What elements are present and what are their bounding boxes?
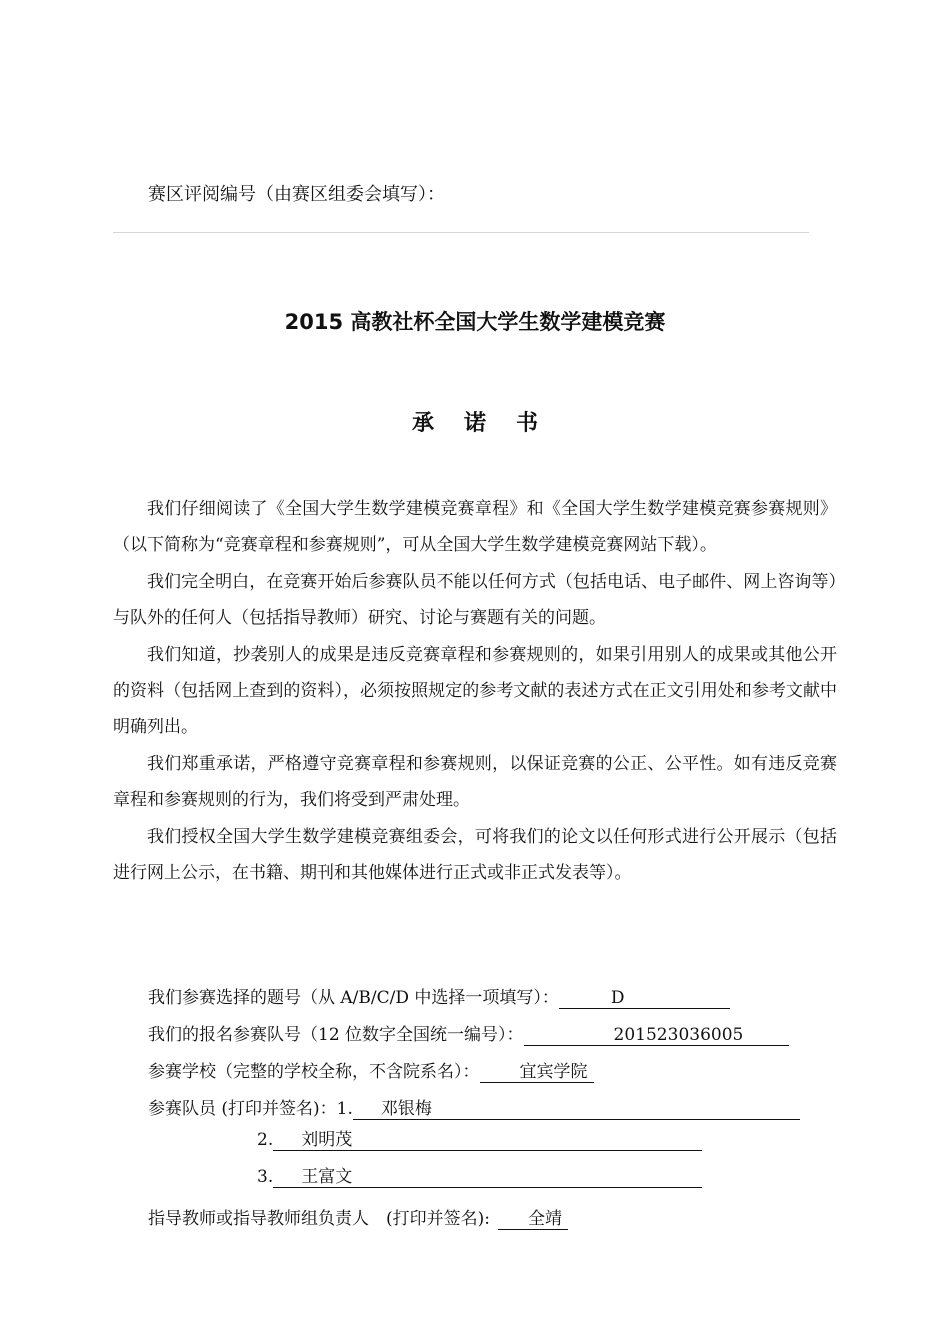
team-number-row — [148, 1020, 789, 1046]
member-number: 3. — [257, 1167, 274, 1187]
school-field[interactable]: 宜宾学院 — [480, 1062, 594, 1083]
review-number-divider — [113, 232, 809, 233]
members-label: 参赛队员 (打印并签名)： — [148, 1099, 337, 1119]
member-number: 2. — [257, 1130, 274, 1150]
pledge-paragraph-2: 我们完全明白，在竞赛开始后参赛队员不能以任何方式（包括电话、电子邮件、网上咨询等）与队外的任何人（包括指导教师）研究、讨论与赛题有关的问题。 — [113, 571, 837, 629]
member-row-1 — [148, 1094, 800, 1120]
member-name-field[interactable]: 王富文 — [273, 1167, 702, 1188]
competition-title: 2015 高教社杯全国大学生数学建模竞赛 — [284, 310, 666, 334]
pledge-paragraph-1: 我们仔细阅读了《全国大学生数学建模竞赛章程》和《全国大学生数学建模竞赛参赛规则》（以下简称为“竞赛章程和参赛规则”，可从全国大学生数学建模竞赛网站下载）。 — [113, 499, 837, 556]
pledge-paragraph-5: 我们授权全国大学生数学建模竞赛组委会，可将我们的论文以任何形式进行公开展示（包括进行网上公示，在书籍、期刊和其他媒体进行正式或非正式发表等）。 — [113, 826, 837, 884]
advisor-row — [148, 1204, 568, 1230]
pledge-paragraph-3: 我们知道，抄袭别人的成果是违反竞赛章程和参赛规则的，如果引用别人的成果或其他公开的资料（包括网上查到的资料），必须按照规定的参考文献的表述方式在正文引用处和参考文献中明确列出。 — [113, 644, 837, 738]
member-name-field[interactable]: 刘明茂 — [273, 1130, 702, 1151]
member-row-3 — [257, 1167, 702, 1188]
problem-number-label: 我们参赛选择的题号（从 A/B/C/D 中选择一项填写）： — [148, 988, 559, 1008]
problem-number-field[interactable]: D — [559, 988, 730, 1009]
school-label: 参赛学校（完整的学校全称，不含院系名）： — [148, 1062, 480, 1082]
advisor-field[interactable]: 全靖 — [498, 1209, 568, 1230]
pledge-paragraph-4: 我们郑重承诺，严格遵守竞赛章程和参赛规则，以保证竞赛的公正、公平性。如有违反竞赛章程和参赛规则的行为，我们将受到严肃处理。 — [113, 753, 837, 811]
member-row-2 — [257, 1130, 702, 1151]
pledge-body — [113, 491, 837, 891]
team-number-label: 我们的报名参赛队号（12 位数字全国统一编号）： — [148, 1025, 524, 1045]
member-number: 1. — [336, 1099, 353, 1119]
review-number-label: 赛区评阅编号（由赛区组委会填写）： — [148, 184, 445, 205]
pledge-title: 承诺书 — [411, 410, 568, 436]
school-row — [148, 1057, 594, 1083]
advisor-label: 指导教师或指导教师组负责人 (打印并签名): — [148, 1209, 490, 1229]
member-name-field[interactable]: 邓银梅 — [353, 1099, 800, 1120]
problem-number-row — [148, 983, 730, 1009]
team-number-field[interactable]: 201523036005 — [524, 1025, 789, 1046]
